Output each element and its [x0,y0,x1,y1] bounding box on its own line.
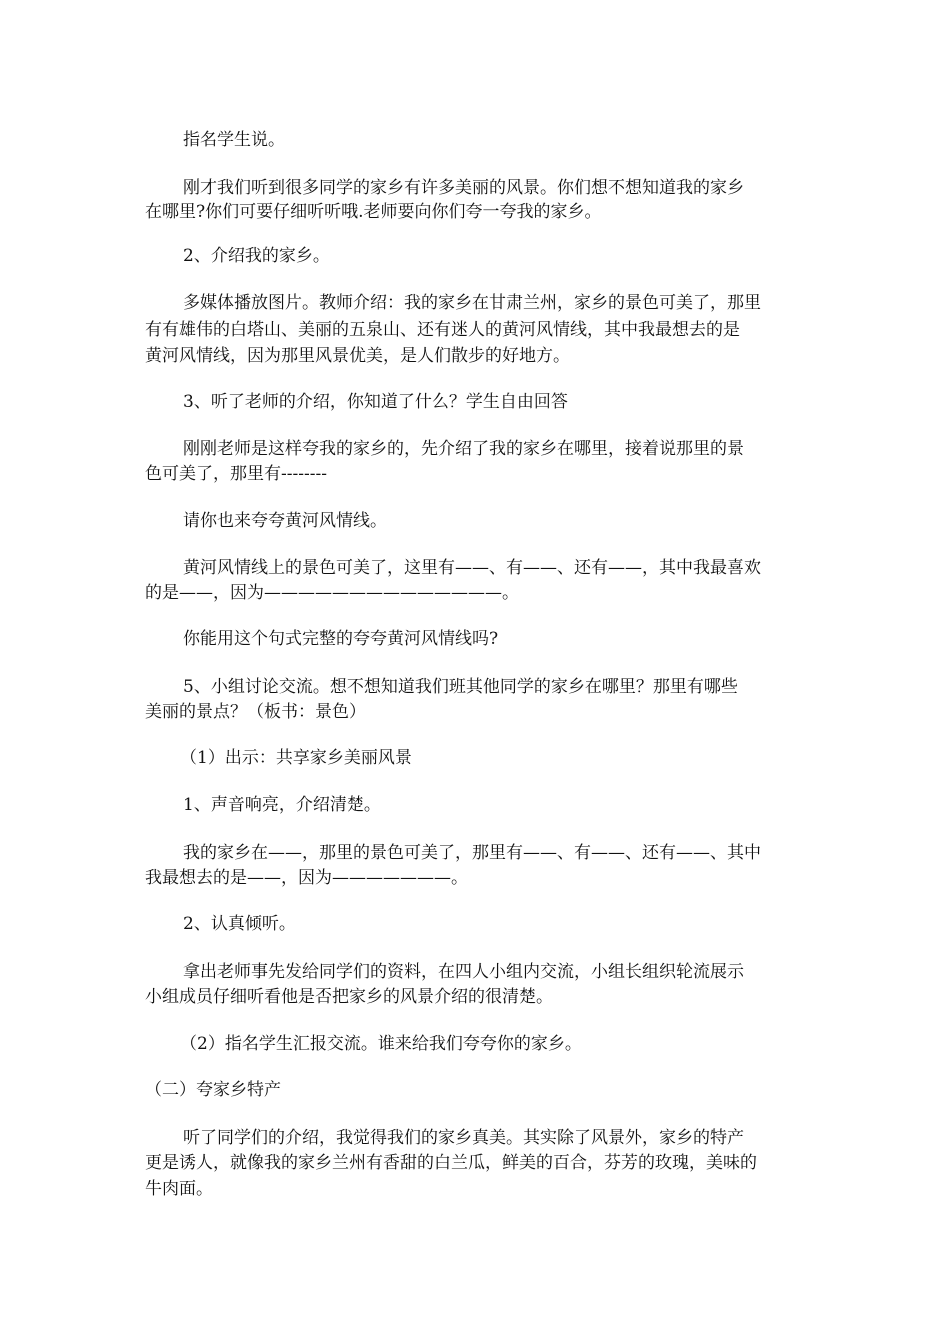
text-line: 我最想去的是——，因为———————。 [145,868,468,888]
text-line: 小组成员仔细听看他是否把家乡的风景介绍的很清楚。 [145,987,553,1007]
text-line: 色可美了，那里有-------- [145,464,327,484]
subsection-heading: （2）指名学生汇报交流。谁来给我们夸夸你的家乡。 [180,1034,582,1054]
text-line: 请你也来夸夸黄河风情线。 [183,511,387,531]
section-heading: 2、介绍我的家乡。 [183,246,330,266]
text-line: 拿出老师事先发给同学们的资料，在四人小组内交流，小组长组织轮流展示 [183,962,744,982]
text-line: 美丽的景点？（板书：景色） [145,702,366,722]
text-line: 刚刚老师是这样夸我的家乡的，先介绍了我的家乡在哪里，接着说那里的景 [183,439,744,459]
text-line: 指名学生说。 [183,130,285,150]
text-line: 黄河风情线上的景色可美了，这里有——、有——、还有——，其中我最喜欢 [183,558,761,578]
text-line: 牛肉面。 [145,1179,213,1199]
section-heading: 3、听了老师的介绍，你知道了什么？学生自由回答 [183,392,568,412]
text-line: 在哪里?你们可要仔细听听哦.老师要向你们夸一夸我的家乡。 [145,202,602,222]
section-heading: （二）夸家乡特产 [145,1080,281,1100]
text-line: 2、认真倾听。 [183,914,296,934]
text-line: 更是诱人，就像我的家乡兰州有香甜的白兰瓜，鲜美的百合，芬芳的玫瑰，美味的 [145,1153,757,1173]
text-line: 黄河风情线，因为那里风景优美，是人们散步的好地方。 [145,346,570,366]
subsection-heading: （1）出示：共享家乡美丽风景 [180,748,412,768]
text-line: 1、声音响亮，介绍清楚。 [183,795,381,815]
text-line: 你能用这个句式完整的夸夸黄河风情线吗? [183,629,499,649]
section-heading: 5、小组讨论交流。想不想知道我们班其他同学的家乡在哪里？那里有哪些 [183,677,738,697]
text-line: 有有雄伟的白塔山、美丽的五泉山、还有迷人的黄河风情线，其中我最想去的是 [145,320,740,340]
text-line: 我的家乡在——，那里的景色可美了，那里有——、有——、还有——、其中 [183,843,761,863]
text-line: 听了同学们的介绍，我觉得我们的家乡真美。其实除了风景外，家乡的特产 [183,1128,744,1148]
text-line: 刚才我们听到很多同学的家乡有许多美丽的风景。你们想不想知道我的家乡 [183,178,744,198]
text-line: 多媒体播放图片。教师介绍：我的家乡在甘肃兰州，家乡的景色可美了，那里 [183,293,761,313]
text-line: 的是——，因为——————————————。 [145,583,519,603]
